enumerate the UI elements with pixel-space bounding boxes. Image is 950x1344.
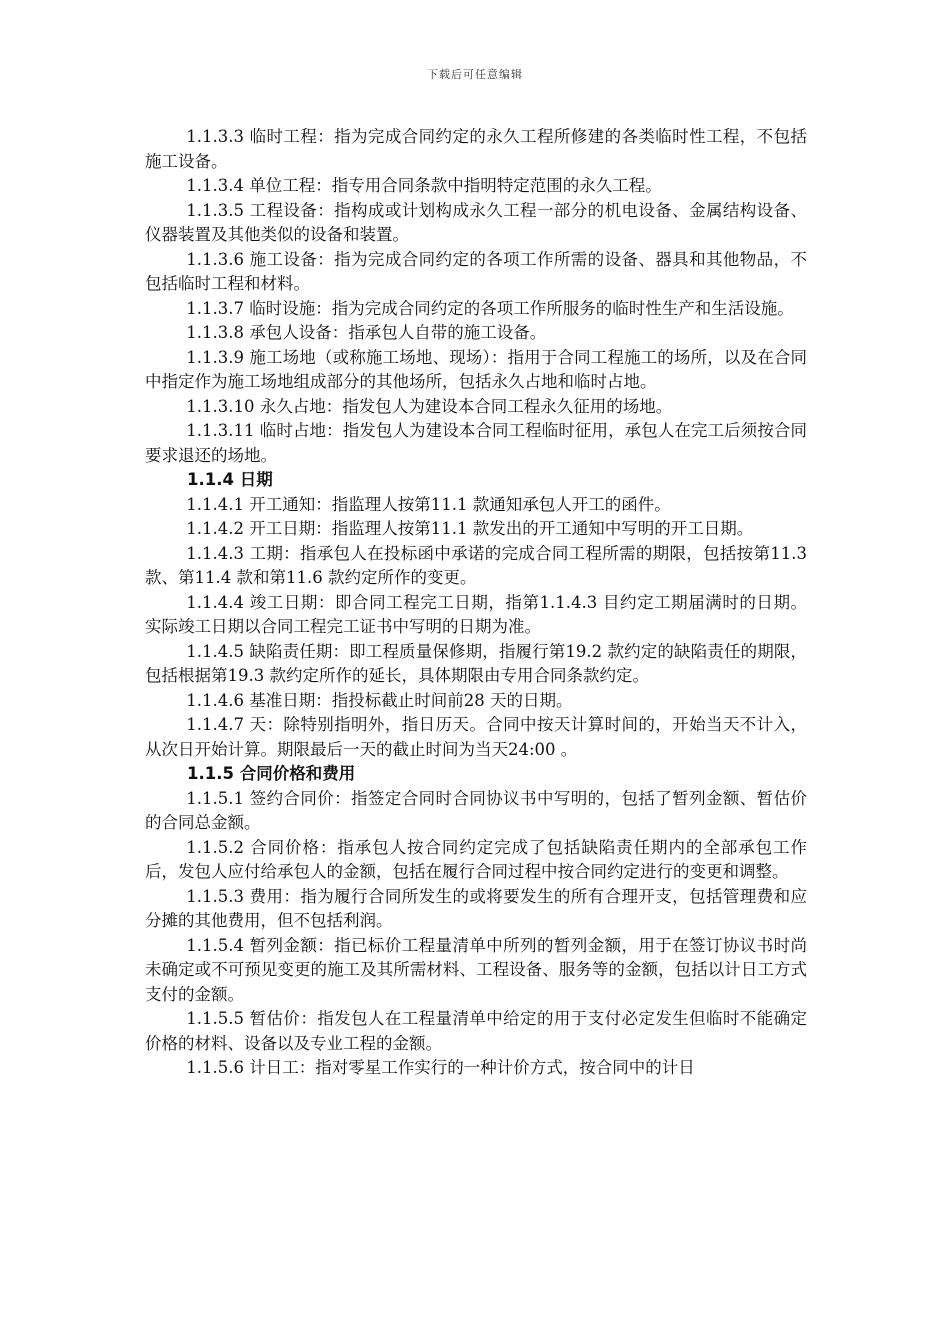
clause-paragraph: 1.1.5.3 费用：指为履行合同所发生的或将要发生的所有合理开支，包括管理费和应分摊的其他费用，但不包括利润。: [145, 886, 807, 930]
clause-paragraph: 1.1.3.8 承包人设备：指承包人自带的施工设备。: [186, 323, 547, 342]
clause-paragraph: 1.1.4.6 基准日期：指投标截止时间前28 天的日期。: [186, 690, 573, 710]
clause-paragraph: 1.1.3.5 工程设备：指构成或计划构成永久工程一部分的机电设备、金属结构设备、仪器装置及其他类似的设备和装置。: [145, 200, 807, 244]
clause-paragraph: 1.1.4.3 工期：指承包人在投标函中承诺的完成合同工程所需的期限，包括按第11.3 款、第11.4 款和第11.6 款约定所作的变更。: [145, 543, 807, 587]
clause-paragraph: 1.1.3.9 施工场地（或称施工场地、现场）：指用于合同工程施工的场所，以及在合同中指定作为施工场地组成部分的其他场所，包括永久占地和临时占地。: [145, 347, 807, 391]
clause-paragraph: 1.1.4.1 开工通知：指监理人按第11.1 款通知承包人开工的函件。: [186, 494, 671, 514]
clause-paragraph: 1.1.3.10 永久占地：指发包人为建设本合同工程永久征用的场地。: [186, 396, 673, 416]
clause-paragraph: 1.1.3.6 施工设备：指为完成合同约定的各项工作所需的设备、器具和其他物品，不包括临时工程和材料。: [145, 249, 807, 293]
clause-paragraph: 1.1.4.4 竣工日期：即合同工程完工日期，指第1.1.4.3 目约定工期届满时的日期。实际竣工日期以合同工程完工证书中写明的日期为准。: [145, 592, 807, 636]
clause-paragraph: 1.1.5.2 合同价格：指承包人按合同约定完成了包括缺陷责任期内的全部承包工作后，发包人应付给承包人的金额，包括在履行合同过程中按合同约定进行的变更和调整。: [145, 837, 807, 881]
section-heading: 1.1.4 日期: [187, 470, 273, 489]
clause-paragraph: 1.1.4.7 天：除特别指明外，指日历天。合同中按天计算时间的，开始当天不计入，从次日开始计算。期限最后一天的截止时间为当天24:00 。: [145, 715, 807, 759]
clause-paragraph: 1.1.5.5 暂估价：指发包人在工程量清单中给定的用于支付必定发生但临时不能确定价格的材料、设备以及专业工程的金额。: [145, 1009, 807, 1053]
clause-paragraph: 1.1.5.4 暂列金额：指已标价工程量清单中所列的暂列金额，用于在签订协议书时尚未确定或不可预见变更的施工及其所需材料、工程设备、服务等的金额，包括以计日工方式支付的金额。: [145, 935, 807, 1004]
clause-paragraph: 1.1.3.7 临时设施：指为完成合同约定的各项工作所服务的临时性生产和生活设施。: [186, 298, 794, 318]
clause-paragraph: 1.1.5.6 计日工：指对零星工作实行的一种计价方式，按合同中的计日: [186, 1058, 695, 1077]
clause-paragraph: 1.1.3.4 单位工程：指专用合同条款中指明特定范围的永久工程。: [186, 176, 662, 195]
document-body: [145, 125, 807, 1081]
page-header: 下载后可任意编辑: [427, 68, 523, 81]
clause-paragraph: 1.1.5.1 签约合同价：指签定合同时合同协议书中写明的，包括了暂列金额、暂估价的合同总金额。: [145, 788, 807, 832]
clause-paragraph: 1.1.4.2 开工日期：指监理人按第11.1 款发出的开工通知中写明的开工日期。: [186, 519, 754, 538]
section-heading: 1.1.5 合同价格和费用: [187, 764, 356, 783]
clause-paragraph: 1.1.3.11 临时占地：指发包人为建设本合同工程临时征用，承包人在完工后须按合同要求退还的场地。: [145, 421, 807, 465]
clause-paragraph: 1.1.4.5 缺陷责任期：即工程质量保修期，指履行第19.2 款约定的缺陷责任的期限，包括根据第19.3 款约定所作的延长，具体期限由专用合同条款约定。: [145, 641, 807, 685]
clause-paragraph: 1.1.3.3 临时工程：指为完成合同约定的永久工程所修建的各类临时性工程，不包括施工设备。: [145, 127, 807, 171]
